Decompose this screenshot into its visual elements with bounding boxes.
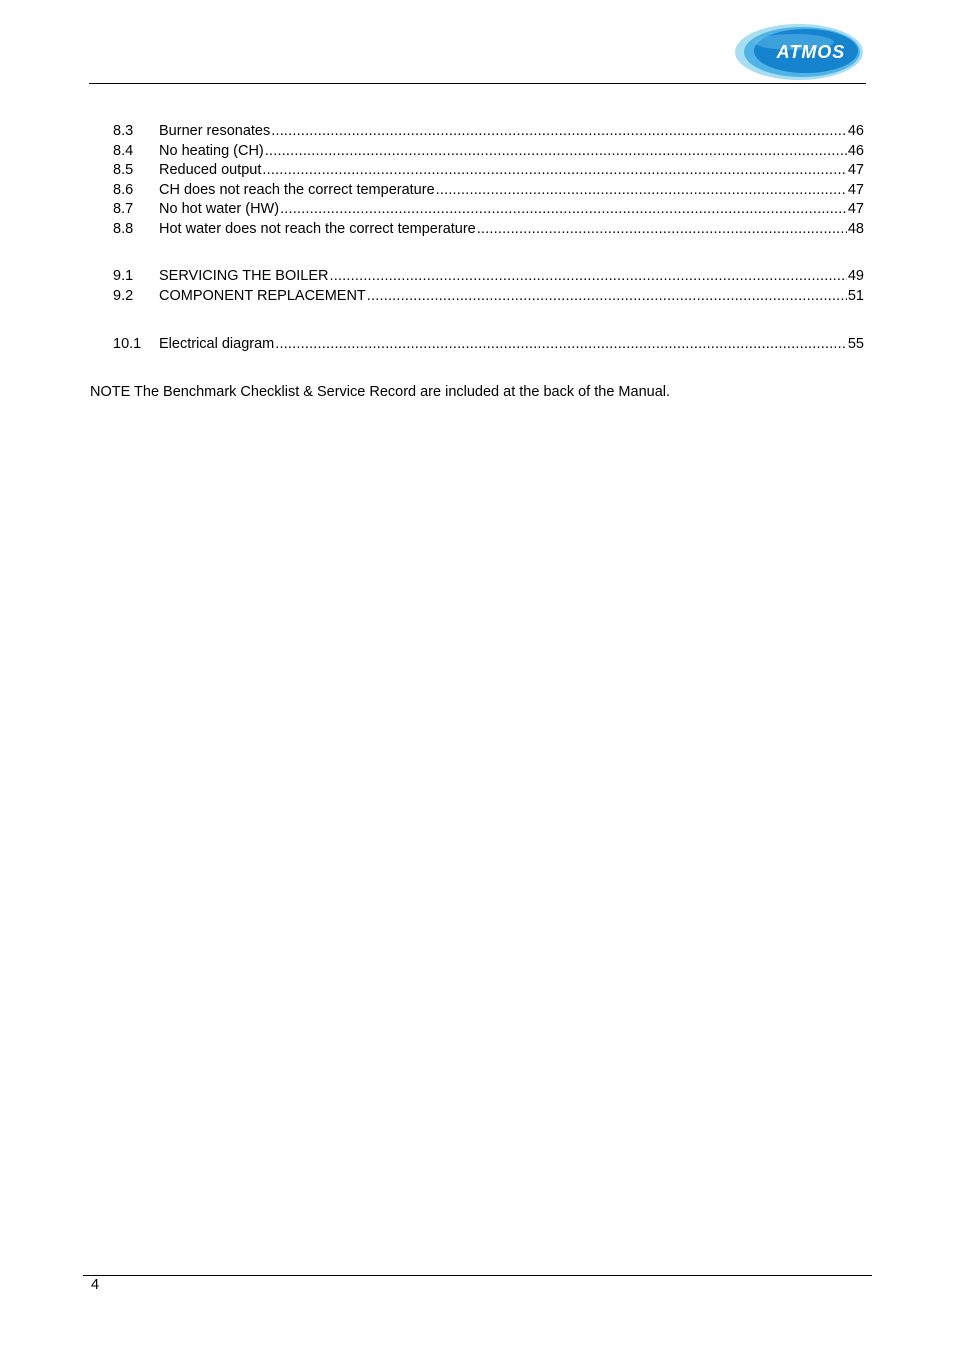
footer-rule [83,1275,872,1276]
toc-leader [329,267,846,287]
toc-number: 8.5 [113,162,134,178]
toc-entry[interactable] [113,287,864,307]
toc-number: 8.3 [113,123,134,139]
toc-title: CH does not reach the correct temperature [159,181,435,198]
toc-title: SERVICING THE BOILER [159,268,329,284]
toc-title: COMPONENT REPLACEMENT [159,287,366,304]
toc-page: 46 [847,142,864,159]
toc-title: Electrical diagram [159,336,275,352]
toc-page: 47 [847,162,864,178]
toc-entry[interactable] [113,161,864,181]
atmos-logo-graphic [734,22,864,82]
toc-page: 46 [847,123,864,139]
toc-page: 47 [847,201,864,217]
toc-number: 8.6 [113,181,134,198]
page-number: 4 [91,1277,100,1293]
atmos-logo [734,22,864,82]
toc-number: 10.1 [113,336,142,352]
toc-group-9 [113,267,864,306]
toc-number: 8.4 [113,142,134,159]
toc-entry[interactable] [113,335,864,355]
toc-entry[interactable] [113,122,864,142]
toc-entry[interactable] [113,181,864,201]
toc-title: No hot water (HW) [159,201,280,217]
toc-leader [275,335,847,355]
toc-group-8 [113,122,864,239]
toc-leader [280,200,847,220]
toc-page: 51 [847,287,864,304]
toc-leader [265,142,847,162]
toc-leader [271,122,847,142]
toc-title: Burner resonates [159,123,271,139]
toc-number: 9.1 [113,268,134,284]
toc-number: 8.7 [113,201,134,217]
toc-title: Reduced output [159,162,262,178]
toc-leader [477,220,847,240]
logo-text: ATMOS [776,42,846,62]
toc-page: 49 [847,268,864,284]
toc-entry[interactable] [113,200,864,220]
toc-page: 47 [847,181,864,198]
toc-page: 48 [847,220,864,237]
toc-entry[interactable] [113,220,864,240]
toc-leader [436,181,847,201]
toc-entry[interactable] [113,142,864,162]
benchmark-note: NOTE The Benchmark Checklist & Service Record are included at the back of the Manual. [90,384,671,400]
toc-number: 9.2 [113,287,134,304]
toc-page: 55 [847,336,864,352]
toc-leader [262,161,846,181]
toc-leader [367,287,847,307]
toc-title: Hot water does not reach the correct temperature [159,220,476,237]
toc-number: 8.8 [113,220,134,237]
toc-group-10 [113,335,864,355]
header-rule [89,83,866,84]
toc-entry[interactable] [113,267,864,287]
toc-title: No heating (CH) [159,142,264,159]
